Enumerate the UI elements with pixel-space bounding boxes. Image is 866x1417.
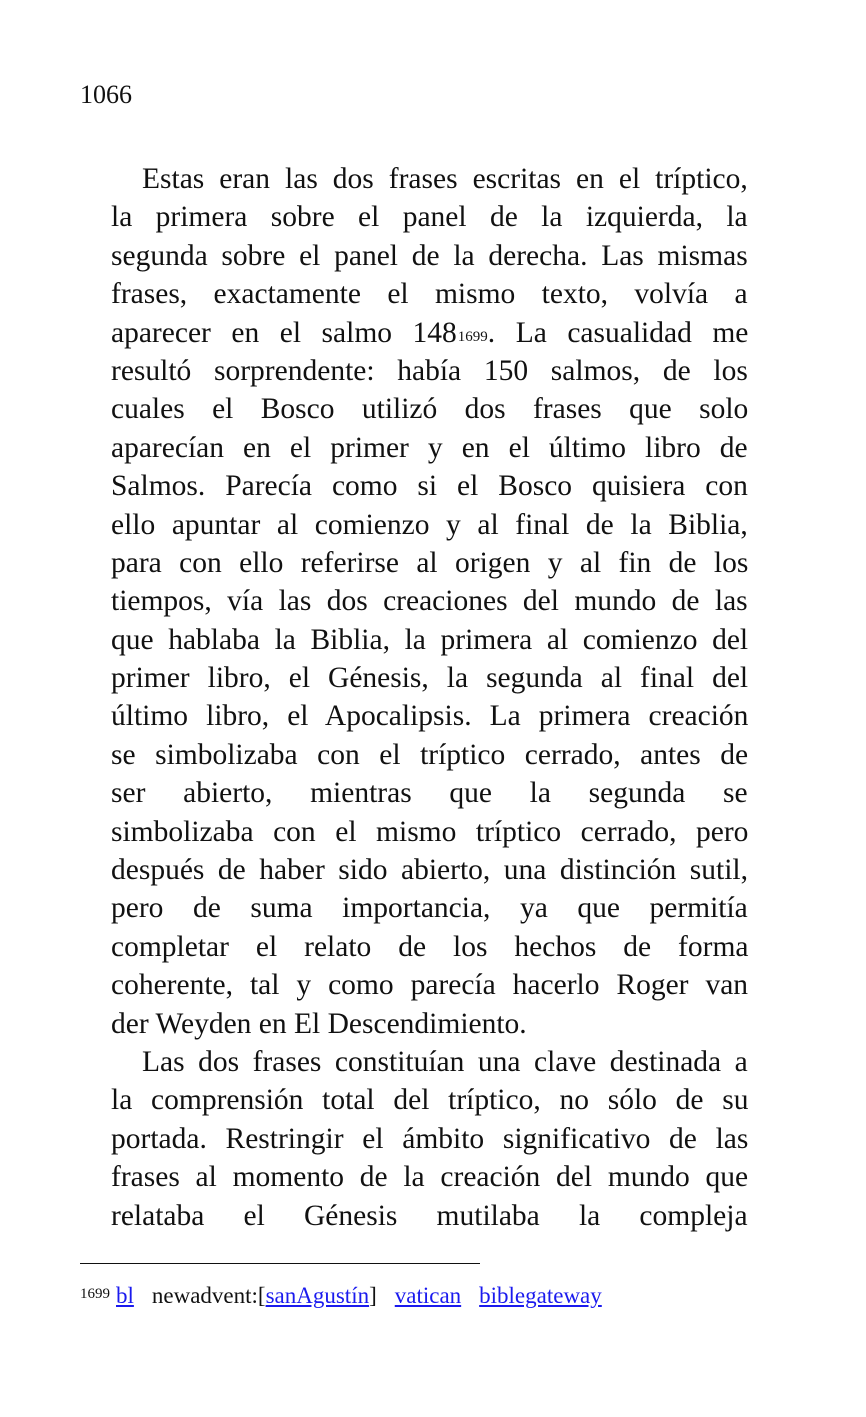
text-line: simbolizaba con el mismo tríptico cerrado, pero	[111, 815, 749, 848]
paragraph-1	[80, 160, 748, 1043]
text-line: para con ello referirse al origen y al fin de los	[111, 546, 749, 579]
text-line-with-footnote-ref	[80, 314, 748, 352]
text-line: tiempos, vía las dos creaciones del mundo de las	[111, 585, 748, 618]
text-line: completar el relato de los hechos de forma	[111, 930, 749, 963]
text-line: pero de suma importancia, ya que permitía	[111, 892, 748, 925]
text-line: frases, exactamente el mismo texto, volvía a	[111, 278, 748, 311]
text-line: relataba el Génesis mutilaba la compleja	[111, 1199, 748, 1232]
footnote-newadvent-prefix: newadvent:[	[151, 1283, 266, 1308]
text-line: primer libro, el Génesis, la segunda al final del	[111, 662, 749, 695]
text-line: se simbolizaba con el tríptico cerrado, antes de	[111, 738, 749, 771]
text-segment: . La casualidad me	[487, 316, 749, 349]
body-text	[80, 160, 748, 1235]
paragraph-2	[80, 1043, 748, 1235]
text-line-last: der Weyden en El Descendimiento.	[111, 1007, 527, 1040]
footnote-link-vatican[interactable]: vatican	[394, 1283, 462, 1308]
text-line: último libro, el Apocalipsis. La primera creación	[111, 700, 749, 733]
footnote-number: 1699	[80, 1286, 110, 1302]
text-line: Estas eran las dos frases escritas en el tríptico,	[142, 163, 748, 195]
text-line: Salmos. Parecía como si el Bosco quisiera con	[111, 470, 748, 503]
text-line: la primera sobre el panel de la izquierda, la	[111, 201, 748, 234]
footnote-newadvent-suffix: ]	[369, 1283, 377, 1308]
footnote-link-san-agustin[interactable]: sanAgustín	[265, 1283, 370, 1308]
text-line: ello apuntar al comienzo y al final de la Biblia,	[111, 508, 748, 541]
footnote-link-bl[interactable]: bl	[116, 1283, 134, 1308]
text-line: cuales el Bosco utilizó dos frases que solo	[111, 393, 749, 426]
text-line: Las dos frases constituían una clave destinada a	[142, 1045, 748, 1078]
text-line: que hablaba la Biblia, la primera al comienzo del	[111, 623, 749, 656]
page-number: 1066	[80, 80, 132, 109]
text-line: coherente, tal y como parecía hacerlo Roger van	[111, 969, 749, 1002]
text-line: aparecían en el primer y en el último libro de	[111, 431, 748, 464]
text-line: ser abierto, mientras que la segunda se	[111, 777, 748, 810]
text-line: después de haber sido abierto, una distinción sutil,	[111, 854, 748, 887]
footnote-reference: 1699	[457, 328, 488, 345]
text-line: frases al momento de la creación del mundo que	[111, 1161, 749, 1194]
text-line: segunda sobre el panel de la derecha. Las mismas	[111, 239, 748, 272]
text-line: la comprensión total del tríptico, no sólo de su	[111, 1084, 749, 1117]
footnote-link-biblegateway[interactable]: biblegateway	[479, 1283, 602, 1308]
text-line: resultó sorprendente: había 150 salmos, de los	[111, 354, 748, 387]
footnote	[80, 1281, 602, 1311]
text-segment: aparecer en el salmo 148	[111, 316, 457, 349]
footnote-divider	[80, 1263, 480, 1264]
text-line: portada. Restringir el ámbito significativo de las	[111, 1122, 749, 1155]
